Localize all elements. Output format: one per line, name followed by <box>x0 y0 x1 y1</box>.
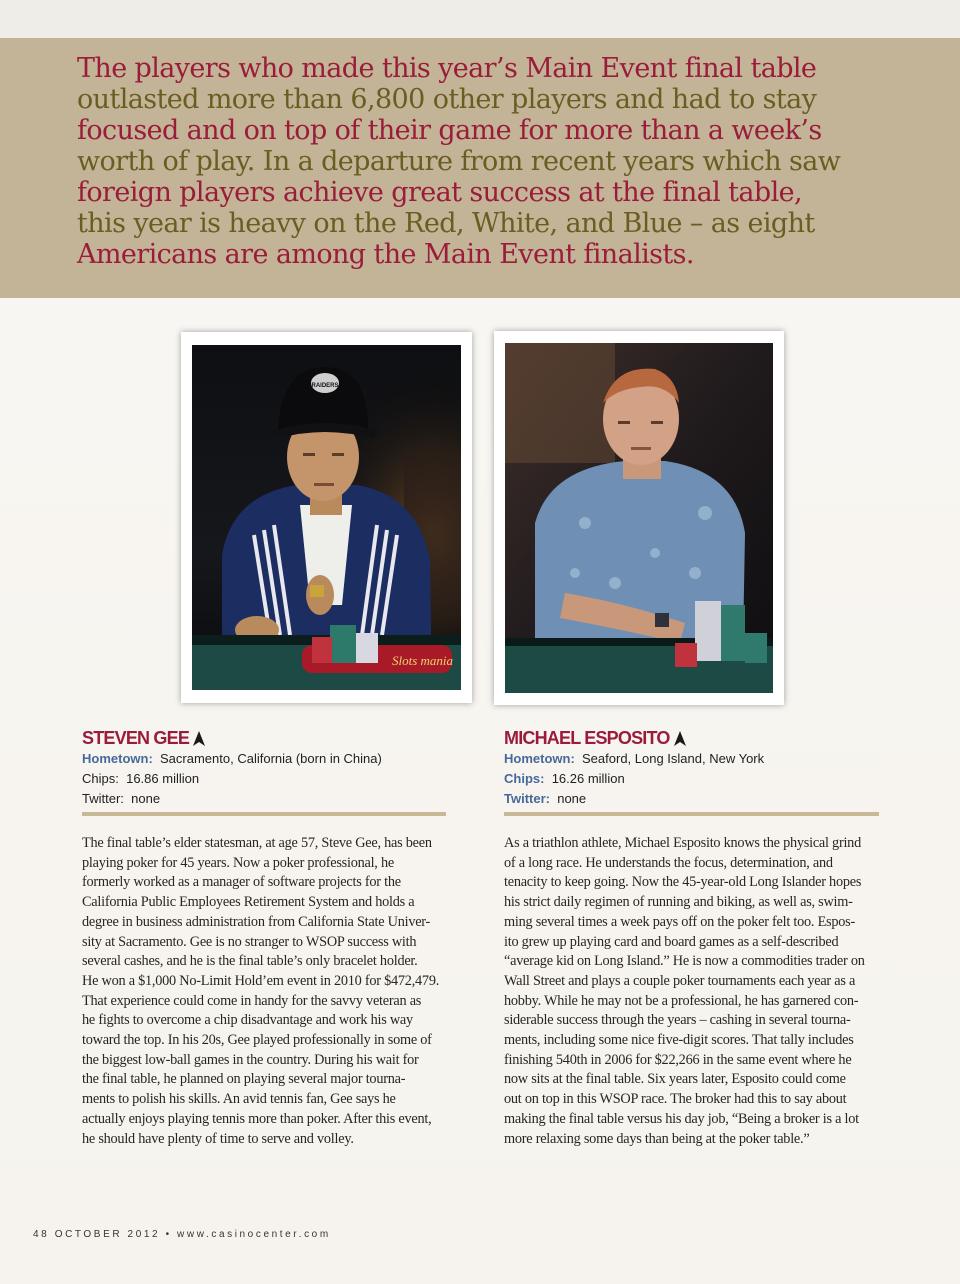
bio-line: of a long race. He understands the focus, determination, and <box>504 854 833 871</box>
bio-line: now sits at the final table. Six years later, Esposito could come <box>504 1071 846 1088</box>
bio-line: The final table’s elder statesman, at age 57, Steve Gee, has been <box>82 835 432 851</box>
intro-line: The players who made this year’s Main Event final table <box>77 53 817 84</box>
photo-michael-esposito <box>505 343 773 693</box>
twitter-row <box>82 789 422 809</box>
chips-label: Chips: <box>504 771 545 786</box>
bio-line: playing poker for 45 years. Now a poker professional, he <box>82 854 394 871</box>
bio-line: out on top in this WSOP race. The broker had this to say about <box>504 1091 847 1108</box>
bio-line: ments, including some nice five-digit scores. That tally includes <box>504 1032 854 1049</box>
bio-line: more relaxing some days than being at the poker table.” <box>504 1130 810 1147</box>
intro-line: foreign players achieve great success at the final table, <box>77 177 803 208</box>
hometown-row <box>504 749 879 769</box>
bio-line: tenacity to keep going. Now the 45-year-old Long Islander hopes <box>504 874 862 891</box>
bio-line: ments to polish his skills. An avid tennis fan, Gee says he <box>82 1091 396 1108</box>
bio-line: California Public Employees Retirement System and holds a <box>82 894 415 911</box>
bio-line: hobby. While he may not be a professional, he has garnered con- <box>504 992 859 1009</box>
hometown-label: Hometown: <box>504 751 575 766</box>
twitter-row <box>504 789 879 809</box>
twitter-label: Twitter: <box>504 791 550 806</box>
bio-line: finishing 540th in 2006 for $22,266 in the same event where he <box>504 1051 852 1068</box>
hometown-row <box>82 749 422 769</box>
photo-frame-steven-gee <box>181 332 472 703</box>
page-folio: 48 OCTOBER 2012 • www.casinocenter.com <box>33 1229 331 1240</box>
profile-michael-esposito <box>504 727 879 809</box>
intro-line: Americans are among the Main Event finalists. <box>77 239 694 270</box>
bio-line: degree in business administration from California State Univer- <box>82 913 431 930</box>
top-strip <box>0 0 960 38</box>
bio-line: siderable success through the years – cashing in several tourna- <box>504 1012 851 1029</box>
chips-row <box>504 769 879 789</box>
bio-line: several cashes, and he is the final table’s only bracelet holder. <box>82 953 418 970</box>
bio-line: “average kid on Long Island.” He is now a commodities trader on <box>504 953 865 970</box>
steven-gee-photo-illustration <box>192 345 461 690</box>
bio-line: the final table, he planned on playing several major tourna- <box>82 1071 406 1088</box>
bio-line: his strict daily regimen of running and biking, as well as, swim- <box>504 894 853 911</box>
section-divider <box>504 812 879 816</box>
bio-steven-gee <box>82 834 448 1149</box>
hat-logo-text: RAIDERS <box>311 383 339 389</box>
twitter-value: none <box>131 791 161 806</box>
player-name-heading <box>82 727 422 749</box>
bio-line: toward the top. In his 20s, Gee played professionally in some of <box>82 1032 432 1049</box>
bio-line: As a triathlon athlete, Michael Esposito knows the physical grind <box>504 835 861 851</box>
arrow-up-icon <box>674 731 686 746</box>
bio-line: the biggest low-ball games in the country. During his wait for <box>82 1051 419 1068</box>
intro-paragraph <box>77 53 927 270</box>
bio-line: sity at Sacramento. Gee is no stranger to WSOP success with <box>82 933 417 950</box>
chips-label: Chips: <box>82 771 119 786</box>
hometown-value: Sacramento, California (born in China) <box>160 751 382 766</box>
photo-steven-gee <box>192 345 461 690</box>
twitter-value: none <box>557 791 587 806</box>
profile-steven-gee <box>82 727 422 809</box>
bio-line: formerly worked as a manager of software projects for the <box>82 874 401 891</box>
player-name: STEVEN GEE <box>82 728 190 748</box>
twitter-label: Twitter: <box>82 791 124 806</box>
bio-line: Wall Street and plays a couple poker tournaments each year as a <box>504 972 856 989</box>
photo-frame-michael-esposito <box>494 331 784 705</box>
chips-row <box>82 769 422 789</box>
bio-michael-esposito <box>504 834 880 1149</box>
bio-line: He won a $1,000 No-Limit Hold’em event in 2010 for $472,479. <box>82 972 440 989</box>
bio-line: ito grew up playing card and board games as a self-described <box>504 933 839 950</box>
section-divider <box>82 812 446 816</box>
chips-value: 16.26 million <box>551 771 625 786</box>
michael-esposito-photo-illustration <box>505 343 773 693</box>
intro-line: this year is heavy on the Red, White, and Blue – as eight <box>77 208 815 239</box>
arrow-up-icon <box>193 731 205 746</box>
bio-line: he should have plenty of time to serve and volley. <box>82 1130 354 1147</box>
table-logo-text: Slots mania <box>392 653 454 668</box>
intro-line: outlasted more than 6,800 other players and had to stay <box>77 84 817 115</box>
bio-line: That experience could come in handy for the savvy veteran as <box>82 992 422 1009</box>
player-name-heading <box>504 727 879 749</box>
player-name: MICHAEL ESPOSITO <box>504 728 670 748</box>
bio-line: actually enjoys playing tennis more than poker. After this event, <box>82 1110 432 1127</box>
bio-line: ming several times a week pays off on the poker felt too. Espos- <box>504 913 855 930</box>
intro-line: worth of play. In a departure from recent years which saw <box>77 146 841 177</box>
chips-value: 16.86 million <box>126 771 200 786</box>
bio-line: he fights to overcome a chip disadvantage and work his way <box>82 1012 413 1029</box>
bio-line: making the final table versus his day job, “Being a broker is a lot <box>504 1110 859 1127</box>
hometown-value: Seaford, Long Island, New York <box>582 751 765 766</box>
intro-line: focused and on top of their game for more than a week’s <box>77 115 822 146</box>
hometown-label: Hometown: <box>82 751 153 766</box>
